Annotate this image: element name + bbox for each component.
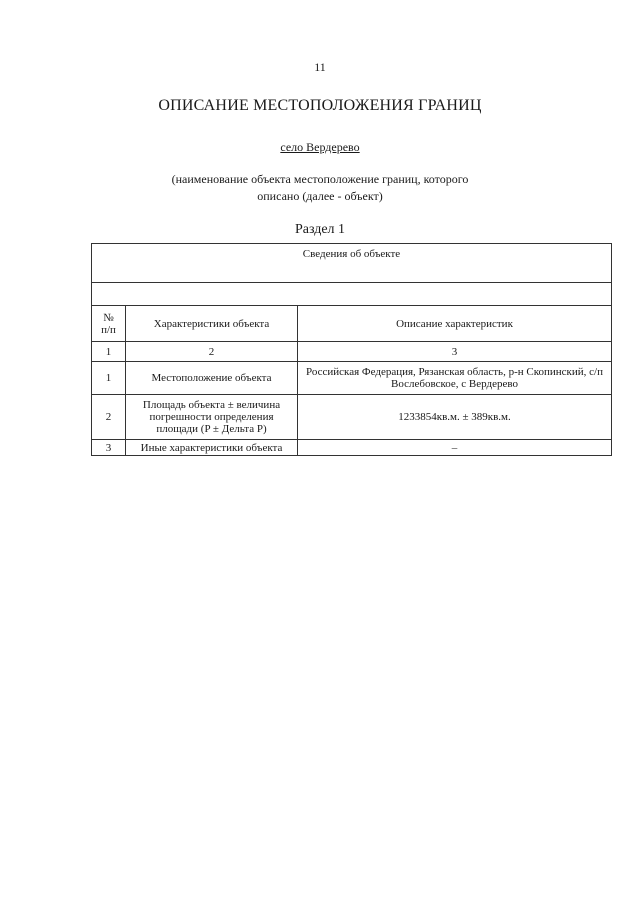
- table-column-headers: [92, 306, 612, 342]
- row-num: 1: [92, 362, 126, 395]
- object-name-text: село Вердерево: [280, 140, 360, 154]
- table-column-numbers: [92, 342, 612, 362]
- row-num: 2: [92, 395, 126, 440]
- page-number: 11: [314, 60, 326, 74]
- row-characteristic: [126, 395, 298, 440]
- column-header-characteristic: Характеристики объекта: [126, 306, 298, 342]
- column-header-num: [92, 306, 126, 342]
- object-name: [0, 140, 640, 155]
- table-row: [92, 395, 612, 440]
- row-description: 1233854кв.м. ± 389кв.м.: [298, 395, 612, 440]
- column-header-description: Описание характеристик: [298, 306, 612, 342]
- column-number-3: 3: [298, 342, 612, 362]
- table-spacer-cell: [92, 283, 612, 306]
- column-number-2: 2: [126, 342, 298, 362]
- row-characteristic-text: Площадь объекта ± величина погрешности определения площади (P ± Дельта P): [142, 399, 281, 435]
- table-header-text: Сведения об объекте: [302, 248, 401, 260]
- table-spacer-row: [92, 283, 612, 306]
- document-title: ОПИСАНИЕ МЕСТОПОЛОЖЕНИЯ ГРАНИЦ: [158, 97, 482, 114]
- table-row: [92, 362, 612, 395]
- row-description: –: [298, 440, 612, 456]
- row-num: 3: [92, 440, 126, 456]
- object-info-table: [91, 243, 612, 456]
- table-row: [92, 440, 612, 456]
- table-header-cell: [92, 244, 612, 283]
- table-header-row: [92, 244, 612, 283]
- row-description: Российская Федерация, Рязанская область, р-н Скопинский, с/п Вослебовское, с Вердерево: [298, 362, 612, 395]
- section-title: Раздел 1: [294, 222, 346, 237]
- object-note: (наименование объекта местоположение границ, которого описано (далее - объект): [171, 172, 469, 203]
- column-number-1: 1: [92, 342, 126, 362]
- column-header-num-text: № п/п: [101, 311, 116, 336]
- row-characteristic: Иные характеристики объекта: [126, 440, 298, 456]
- row-characteristic: Местоположение объекта: [126, 362, 298, 395]
